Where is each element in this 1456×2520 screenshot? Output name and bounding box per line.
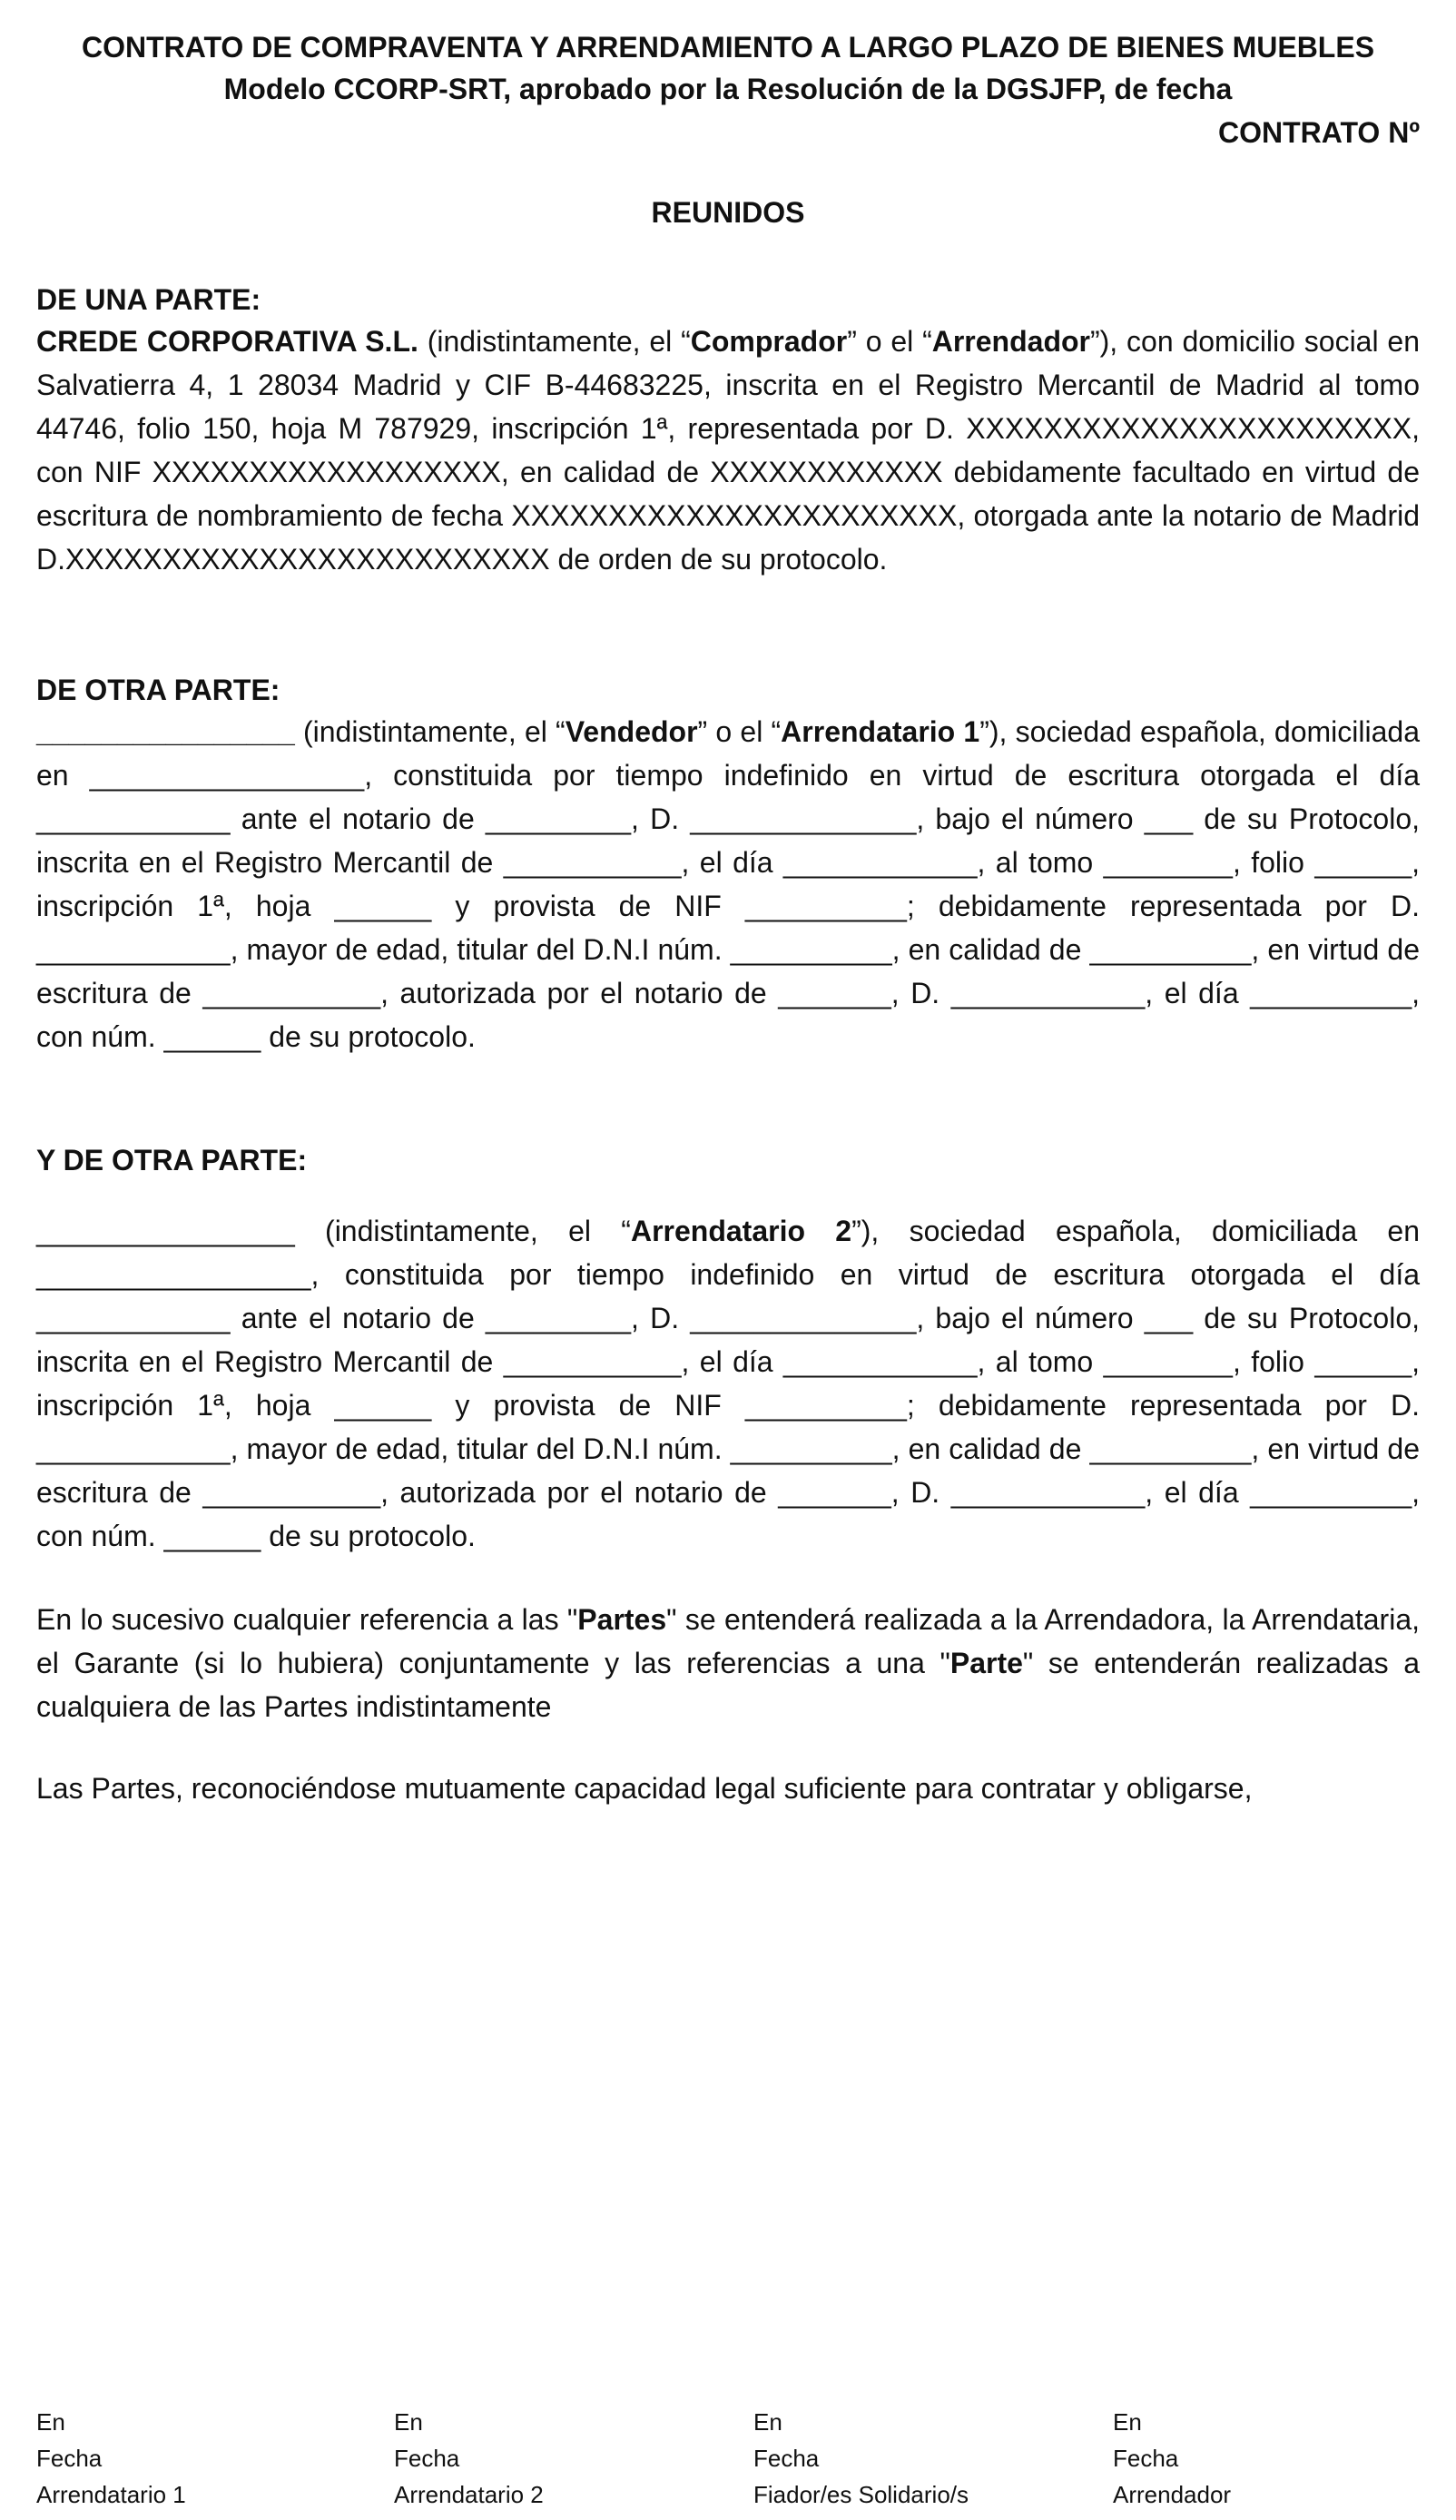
sucesivo-text: En lo sucesivo cualquier referencia a las " xyxy=(36,1603,578,1636)
signature-fiadores xyxy=(753,2404,1098,2513)
parte1-text: ” o el “ xyxy=(847,325,932,358)
parte2-heading: DE OTRA PARTE: xyxy=(36,674,280,706)
parte3-paragraph xyxy=(36,1209,1420,1558)
signature-en: En xyxy=(1113,2408,1142,2436)
signature-role: Fiador/es Solidario/s xyxy=(753,2481,969,2508)
parte2-text: ”), sociedad española, domiciliada en _________________, constituida por tiempo indefinido en virtud de escritura otorgada el día ____________ ante el notario de _________, D. ______________, bajo el número ___ de su Protocolo, inscrita en el Registro Mercantil de ___________, el día ____________, al tomo ________, folio ______, inscripción 1ª, hoja ______ y provista de NIF __________; debidamente representada por D. ____________, mayor de edad, titular del D.N.I núm. __________, en calidad de __________, en virtud de escritura de ___________, autorizada por el notario de _______, D. ____________, el día __________, con núm. ______ de su protocolo. xyxy=(36,715,1421,1053)
reunidos-heading: REUNIDOS xyxy=(651,196,805,229)
sucesivo-parte: Parte xyxy=(949,1647,1023,1679)
document-title: CONTRATO DE COMPRAVENTA Y ARRENDAMIENTO A LARGO PLAZO DE BIENES MUEBLES xyxy=(81,31,1375,64)
parte3-heading: Y DE OTRA PARTE: xyxy=(36,1144,308,1176)
parte1-text: (indistintamente, el “ xyxy=(418,325,691,358)
parte1-arrendador: Arrendador xyxy=(931,325,1090,358)
sucesivo-paragraph xyxy=(36,1598,1420,1728)
signature-fecha: Fecha xyxy=(394,2445,460,2472)
sucesivo-partes: Partes xyxy=(577,1603,667,1636)
signature-en: En xyxy=(394,2408,423,2436)
sucesivo-text: " se entenderán realizadas a cualquiera de las Partes indistintamente xyxy=(36,1647,1421,1723)
signature-en: En xyxy=(36,2408,65,2436)
signature-arrendatario1 xyxy=(36,2404,381,2513)
signature-fecha: Fecha xyxy=(1113,2445,1179,2472)
parte1-comprador: Comprador xyxy=(690,325,848,358)
parte2-paragraph xyxy=(36,710,1420,1058)
parte2-arrendatario1: Arrendatario 1 xyxy=(781,715,980,748)
parte3-text: ”), sociedad española, domiciliada en _________________, constituida por tiempo indefinido en virtud de escritura otorgada el día ____________ ante el notario de _________, D. ______________, bajo el número ___ de su Protocolo, inscrita en el Registro Mercantil de ___________, el día ____________, al tomo ________, folio ______, inscripción 1ª, hoja ______ y provista de NIF __________; debidamente representada por D. ____________, mayor de edad, titular del D.N.I núm. __________, en calidad de __________, en virtud de escritura de ___________, autorizada por el notario de _______, D. ____________, el día __________, con núm. ______ de su protocolo. xyxy=(36,1215,1421,1552)
parte2-vendedor: Vendedor xyxy=(565,715,698,748)
signature-en: En xyxy=(753,2408,782,2436)
parte2-text: ” o el “ xyxy=(697,715,782,748)
parte1-text: ”), con domicilio social en Salvatierra 4, 1 28034 Madrid y CIF B-44683225, inscrita en el Registro Mercantil de Madrid al tomo 44746, folio 150, hoja M 787929, inscripción 1ª, representada por D. XXXXXXXXXXXXXXXXXXXXXXX, con NIF XXXXXXXXXXXXXXXXXX, en calidad de XXXXXXXXXXXX debidamente facultado en virtud de escritura de nombramiento de fecha XXXXXXXXXXXXXXXXXXXXXXX, otorgada ante la notario de Madrid D.XXXXXXXXXXXXXXXXXXXXXXXXX de orden de su protocolo. xyxy=(36,325,1421,576)
parte1-heading: DE UNA PARTE: xyxy=(36,283,261,316)
parte3-text: ________________ (indistintamente, el “ xyxy=(36,1215,631,1247)
signature-fecha: Fecha xyxy=(36,2445,103,2472)
parte1-company: CREDE CORPORATIVA S.L. xyxy=(36,325,418,358)
signature-arrendatario2 xyxy=(394,2404,739,2513)
reconociendo-paragraph: Las Partes, reconociéndose mutuamente capacidad legal suficiente para contratar y obligarse, xyxy=(36,1772,1253,1805)
signature-role: Arrendatario 2 xyxy=(394,2481,544,2508)
contract-number-label: CONTRATO Nº xyxy=(1217,116,1420,149)
signature-arrendador xyxy=(1113,2404,1456,2513)
parte1-paragraph xyxy=(36,320,1420,581)
parte3-arrendatario2: Arrendatario 2 xyxy=(630,1215,852,1247)
signature-role: Arrendatario 1 xyxy=(36,2481,186,2508)
document-subtitle: Modelo CCORP-SRT, aprobado por la Resolución de la DGSJFP, de fecha xyxy=(223,73,1233,105)
signature-fecha: Fecha xyxy=(753,2445,820,2472)
parte2-name-blank: ________________ xyxy=(36,715,295,748)
parte2-text: (indistintamente, el “ xyxy=(294,715,566,748)
sucesivo-text: " se entenderá realizada a la Arrendadora, la Arrendataria, el Garante (si lo hubiera) conjuntamente y las referencias a una " xyxy=(36,1603,1421,1679)
signature-role: Arrendador xyxy=(1113,2481,1232,2508)
